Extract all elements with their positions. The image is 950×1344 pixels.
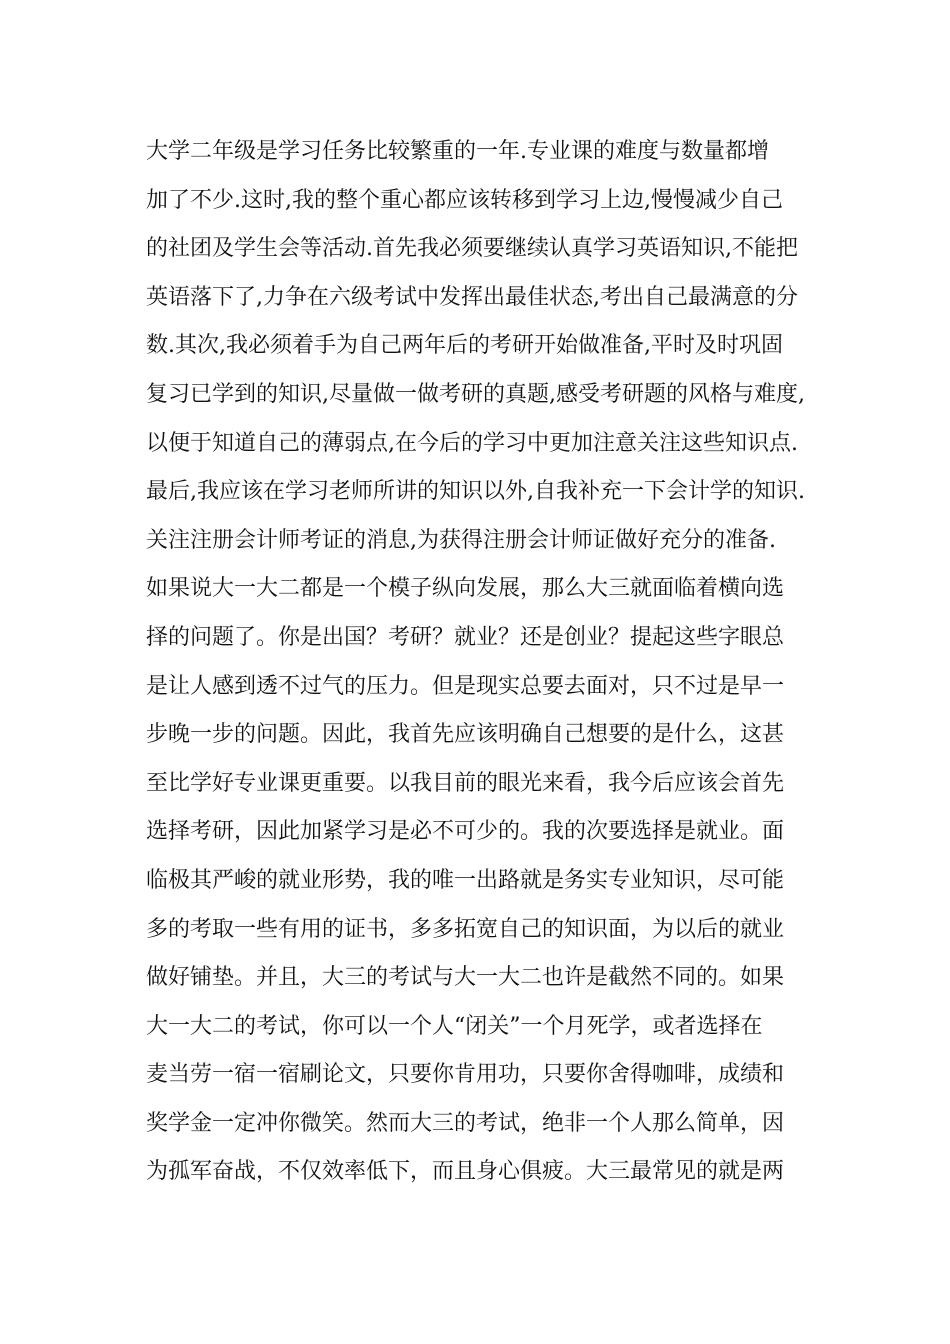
text-line: 临极其严峻的就业形势，我的唯一出路就是务实专业知识，尽可能 xyxy=(146,867,785,893)
text-line: 数.其次,我必须着手为自己两年后的考研开始做准备,平时及时巩固 xyxy=(146,333,783,359)
text-line: 大学二年级是学习任务比较繁重的一年.专业课的难度与数量都增 xyxy=(146,139,769,164)
text-line: 步晚一步的问题。因此，我首先应该明确自己想要的是什么，这甚 xyxy=(146,722,785,748)
text-line: 为孤军奋战，不仅效率低下，而且身心俱疲。大三最常见的就是两 xyxy=(146,1159,785,1185)
text-line: 做好铺垫。并且，大三的考试与大一大二也许是截然不同的。如果 xyxy=(146,965,785,991)
text-line: 英语落下了,力争在六级考试中发挥出最佳状态,考出自己最满意的分 xyxy=(146,284,798,310)
text-line: 加了不少.这时,我的整个重心都应该转移到学习上边,慢慢减少自己 xyxy=(146,187,783,213)
text-line: 复习已学到的知识,尽量做一做考研的真题,感受考研题的风格与难度, xyxy=(146,381,805,407)
text-line: 择的问题了。你是出国？考研？就业？还是创业？提起这些字眼总 xyxy=(146,624,785,650)
text-line: 如果说大一大二都是一个模子纵向发展，那么大三就面临着横向选 xyxy=(146,576,785,602)
body-text xyxy=(146,128,826,1197)
text-line: 大一大二的考试，你可以一个人“闭关”一个月死学，或者选择在 xyxy=(146,1013,763,1039)
text-line: 麦当劳一宿一宿刷论文，只要你肯用功，只要你舍得咖啡，成绩和 xyxy=(146,1062,785,1088)
text-line: 选择考研，因此加紧学习是必不可少的。我的次要选择是就业。面 xyxy=(146,819,785,845)
text-line: 关注注册会计师考证的消息,为获得注册会计师证做好充分的准备. xyxy=(146,527,776,553)
text-line: 是让人感到透不过气的压力。但是现实总要去面对，只不过是早一 xyxy=(146,673,785,699)
text-line: 奖学金一定冲你微笑。然而大三的考试，绝非一个人那么简单，因 xyxy=(146,1110,785,1136)
text-line: 多的考取一些有用的证书，多多拓宽自己的知识面，为以后的就业 xyxy=(146,916,785,942)
text-line: 以便于知道自己的薄弱点,在今后的学习中更加注意关注这些知识点. xyxy=(146,430,798,456)
text-line: 最后,我应该在学习老师所讲的知识以外,自我补充一下会计学的知识. xyxy=(146,479,805,505)
text-line: 的社团及学生会等活动.首先我必须要继续认真学习英语知识,不能把 xyxy=(146,236,798,262)
text-line: 至比学好专业课更重要。以我目前的眼光来看，我今后应该会首先 xyxy=(146,770,785,796)
